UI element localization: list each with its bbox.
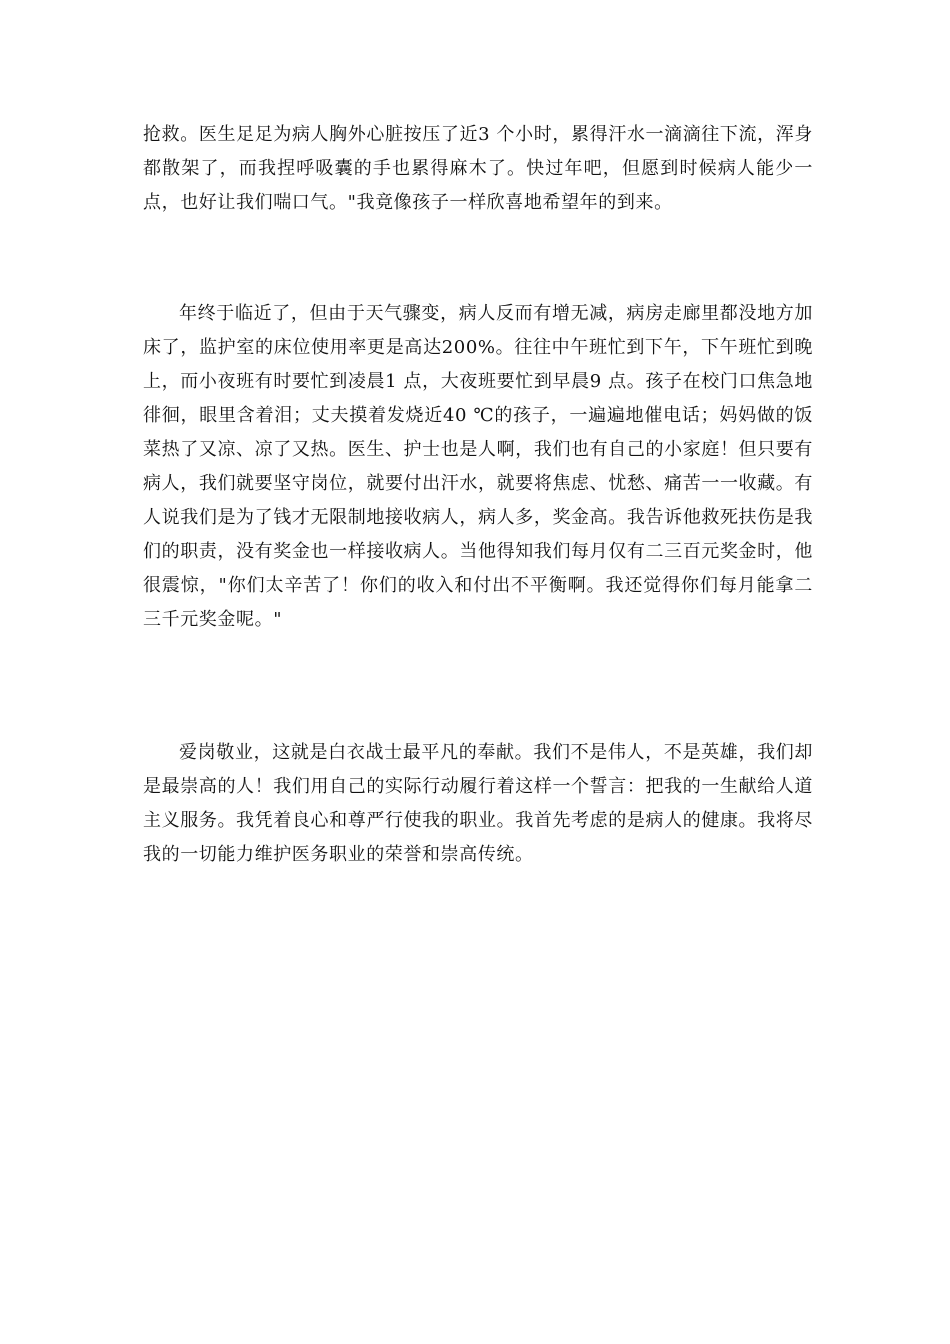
- paragraph-continuation: 抢救。医生足足为病人胸外心脏按压了近3 个小时，累得汗水一滴滴往下流，浑身都散架了，而我捏呼吸囊的手也累得麻木了。快过年吧，但愿到时候病人能少一点，也好让我们喘口气。"我竟像孩子一样欣喜地希望年的到来。: [143, 124, 813, 213]
- paragraph-year-end: 年终于临近了，但由于天气骤变，病人反而有增无减，病房走廊里都没地方加床了，监护室的床位使用率更是高达200%。往往中午班忙到下午，下午班忙到晚上，而小夜班有时要忙到凌晨1 点，大夜班要忙到早晨9 点。孩子在校门口焦急地徘徊，眼里含着泪；丈夫摸着发烧近40 ℃的孩子，一遍遍地催电话；妈妈做的饭菜热了又凉、凉了又热。医生、护士也是人啊，我们也有自己的小家庭！但只要有病人，我们就要坚守岗位，就要付出汗水，就要将焦虑、忧愁、痛苦一一收藏。有人说我们是为了钱才无限制地接收病人，病人多，奖金高。我告诉他救死扶伤是我们的职责，没有奖金也一样接收病人。当他得知我们每月仅有二三百元奖金时，他很震惊，"你们太辛苦了！你们的收入和付出不平衡啊。我还觉得你们每月能拿二三千元奖金呢。": [143, 303, 813, 630]
- paragraph-dedication: 爱岗敬业，这就是白衣战士最平凡的奉献。我们不是伟人，不是英雄，我们却是最崇高的人！我们用自己的实际行动履行着这样一个誓言：把我的一生献给人道主义服务。我凭着良心和尊严行使我的职业。我首先考虑的是病人的健康。我将尽我的一切能力维护医务职业的荣誉和崇高传统。: [143, 742, 813, 865]
